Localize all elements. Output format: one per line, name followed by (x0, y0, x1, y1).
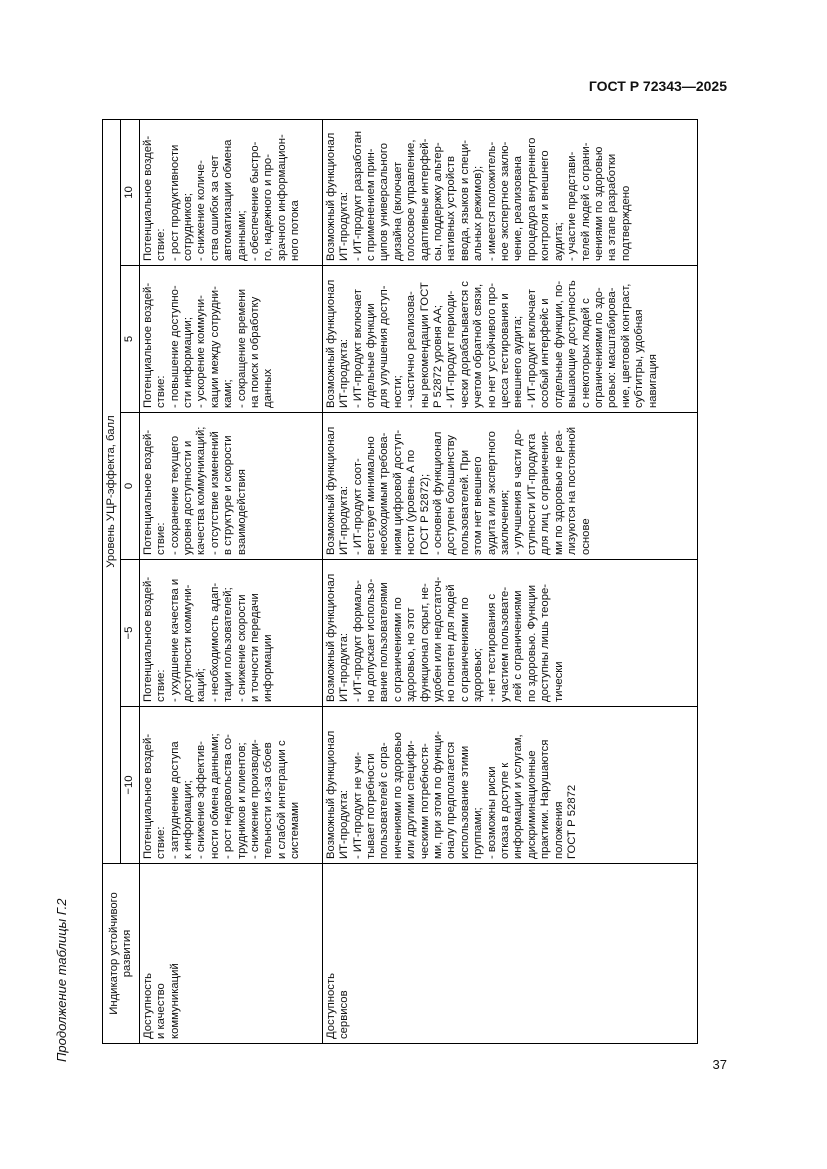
table-cell: Потенциальное воздей- ствие: - рост продуктивности сотрудников; - снижение количе- ства ошибок за счет автоматизации обмена данными; - обеспечение быстро- го, надежного и про- зрачного информацион- ного потока (139, 120, 322, 266)
document-header: ГОСТ Р 72343—2025 (588, 78, 727, 94)
col-header-level: 0 (121, 413, 139, 560)
sustainability-table (102, 119, 698, 1044)
table-row (139, 120, 322, 1044)
col-header-level: −10 (121, 707, 139, 864)
table-header-row (103, 120, 121, 1044)
row-indicator: Доступность сервисов (322, 864, 697, 1044)
table-cell: Потенциальное воздей- ствие: - повышение доступно- сти информации; - ускорение коммуни- кации между сотрудни- ками; - сокращение времени на поиск и обработку данных (139, 266, 322, 413)
table-cell: Возможный функционал ИТ-продукта: - ИТ-продукт включает отдельные функции для улучшения доступ- ности; - частично реализова- ны рекомендации ГОСТ Р 52872 уровня АА; - ИТ-продукт периоди- чески дорабатывается с учетом обратной связи, но нет устойчивого про- цесса тестирования и внешнего аудита; - ИТ-продукт включает особый интерфейс и отдельные функции, по- вышающие доступность с некоторых людей с ограничениями по здо- ровью: масштабирова- ние, цветовой контраст, субтитры, удобная навигация (322, 266, 697, 413)
table-caption: Продолжение таблицы Г.2 (54, 898, 69, 1062)
table-row (322, 120, 697, 1044)
table-cell: Потенциальное воздей- ствие: - затруднение доступа к информации; - снижение эффектив- ности обмена данными; - рост недовольства со- трудников и клиентов; - снижение производи- тельности из-за сбоев и слабой интеграции с системами (139, 707, 322, 864)
col-header-level: 10 (121, 120, 139, 266)
table-cell: Потенциальное воздей- ствие: - ухудшение качества и доступности коммуни- каций; - необходимость адап- тации пользователей; - снижение скорости и точности передачи информации (139, 560, 322, 707)
table-cell: Возможный функционал ИТ-продукта: - ИТ-продукт формаль- но допускает использо- вание пользователями с ограничениями по здоровью, но этот функционал скрыт, не- удобен или недостаточ- но понятен для людей с ограничениями по здоровью; - нет тестирования с участием пользовате- лей с ограничениями по здоровью. Функции доступны лишь теоре- тически (322, 560, 697, 707)
col-header-level: 5 (121, 266, 139, 413)
table-cell: Потенциальное воздей- ствие: - сохранение текущего уровня доступности и качества коммуникаций; - отсутствие изменений в структуре и скорости взаимодействия (139, 413, 322, 560)
table-cell: Возможный функционал ИТ-продукта: - ИТ-продукт разработан с применением прин- ципов универсального дизайна (включает голосовое управление, адаптивные интерфей- сы, поддержку альтер- нативных устройств ввода, языков и специ- альных режимов); - имеется положитель- ное экспертное заклю- чение, реализована процедура внутреннего контроля и внешнего аудита; - участие представи- телей людей с ограни- чениями по здоровью на этапе разработки подтверждено (322, 120, 697, 266)
page-number: 37 (712, 1057, 727, 1072)
row-indicator: Доступность и качество коммуникаций (139, 864, 322, 1044)
table-cell: Возможный функционал ИТ-продукта: - ИТ-продукт соот- ветствует минимально необходимым требова- ниям цифровой доступ- ности (уровень А по ГОСТ Р 52872); - основной функционал доступен большинству пользователей. При этом нет внешнего аудита или экспертного заключения; - улучшения в части до- ступности ИТ-продукта для лиц с ограничения- ми по здоровью не реа- лизуются на постоянной основе (322, 413, 697, 560)
col-header-indicator: Индикатор устойчивого развития (103, 864, 140, 1044)
table-cell: Возможный функционал ИТ-продукта: - ИТ-продукт не учи- тывает потребности пользователей с огра- ничениями по здоровью или другими специфи- ческими потребностя- ми, при этом по функци- оналу предполагается использование этими группами; - возможны риски отказа в доступе к информации и услугам, дискриминационные практики. Нарушаются положения ГОСТ Р 52872 (322, 707, 697, 864)
col-header-level: −5 (121, 560, 139, 707)
col-header-level-group: Уровень УЦР-эффекта, балл (103, 120, 121, 864)
rotated-table-wrapper (102, 120, 698, 1044)
